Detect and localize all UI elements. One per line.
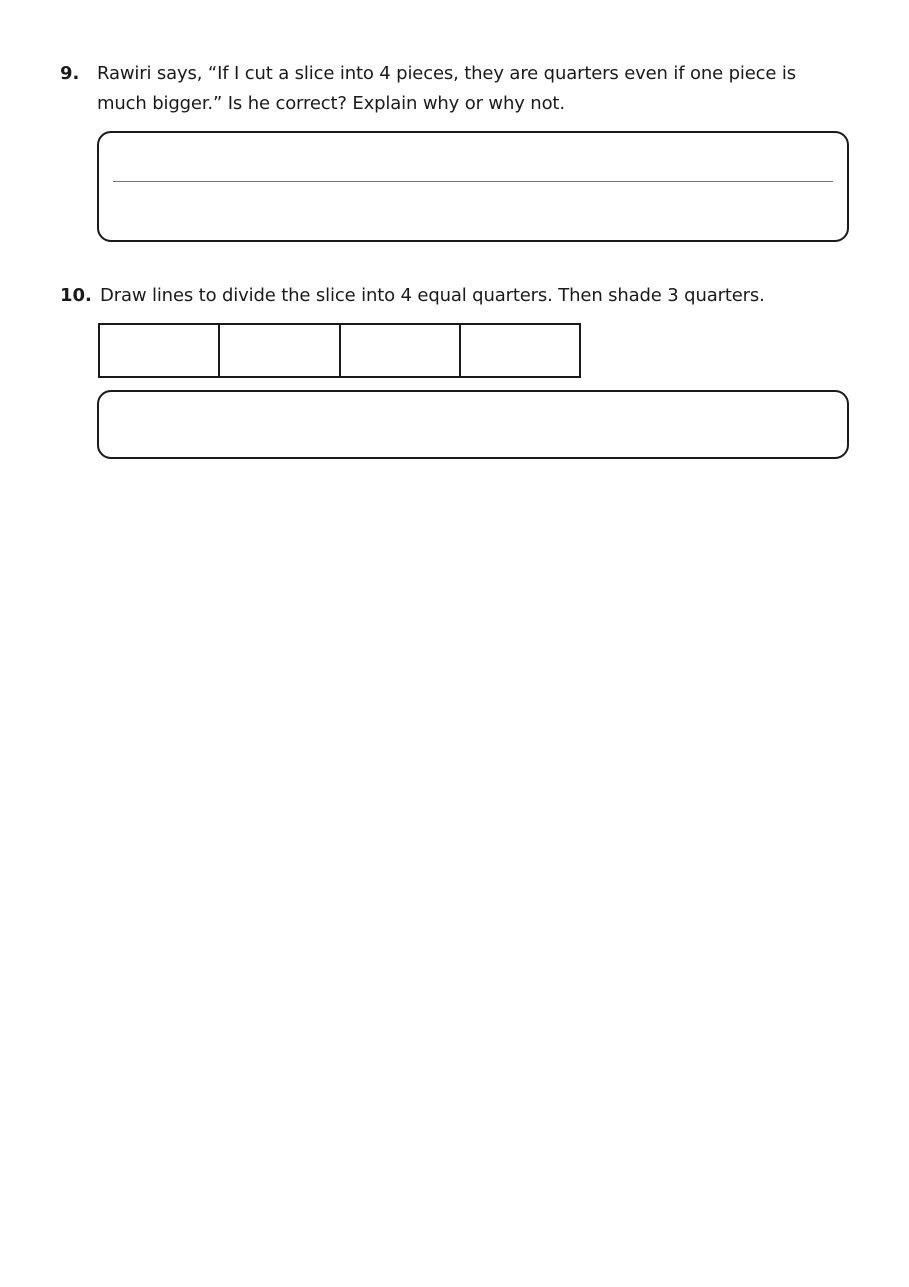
slice-part[interactable]	[218, 325, 338, 376]
question-number: 10.	[60, 285, 92, 306]
answer-box[interactable]	[97, 390, 849, 459]
question-text-line-1: Draw lines to divide the slice into 4 equal quarters. Then shade 3 quarters.	[100, 285, 765, 306]
slice-diagram[interactable]	[98, 323, 581, 378]
writing-line	[113, 181, 833, 182]
slice-part[interactable]	[339, 325, 459, 376]
question-text-line-2: much bigger.” Is he correct? Explain why or why not.	[97, 93, 565, 114]
answer-box[interactable]	[97, 131, 849, 242]
slice-part[interactable]	[459, 325, 579, 376]
slice-part[interactable]	[100, 325, 218, 376]
question-text-line-1: Rawiri says, “If I cut a slice into 4 pieces, they are quarters even if one piece is	[97, 63, 796, 84]
question-number: 9.	[60, 63, 80, 84]
